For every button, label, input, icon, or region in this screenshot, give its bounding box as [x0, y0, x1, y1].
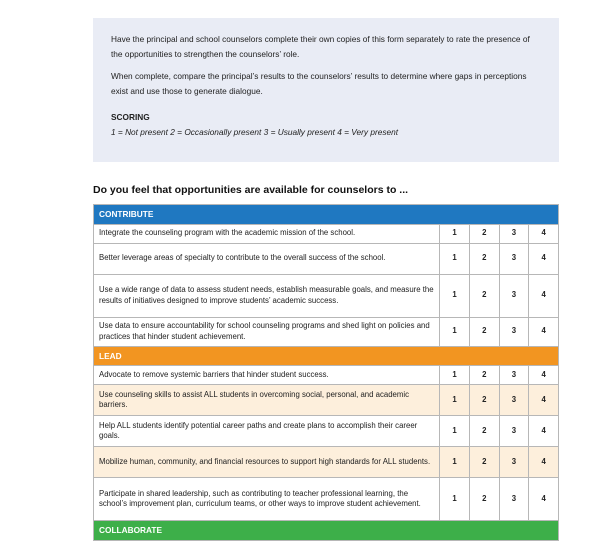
rating-option-3[interactable]: 3 — [499, 385, 529, 416]
table-row — [94, 366, 559, 385]
rating-option-3[interactable]: 3 — [499, 416, 529, 447]
rating-option-1[interactable]: 1 — [440, 385, 470, 416]
table-row — [94, 317, 559, 346]
table-row — [94, 385, 559, 416]
table-row — [94, 447, 559, 478]
section-title: COLLABORATE — [94, 521, 559, 541]
survey-question: Do you feel that opportunities are available for counselors to ... — [93, 184, 409, 196]
section-title: LEAD — [94, 346, 559, 366]
rating-option-3[interactable]: 3 — [499, 274, 529, 317]
table-row — [94, 416, 559, 447]
rating-option-1[interactable]: 1 — [440, 274, 470, 317]
rating-option-2[interactable]: 2 — [469, 385, 499, 416]
rating-option-4[interactable]: 4 — [529, 478, 559, 521]
rating-option-2[interactable]: 2 — [469, 366, 499, 385]
item-description: Use a wide range of data to assess student needs, establish measurable goals, and measure the results of initiatives designed to improve students’ academic success. — [94, 274, 440, 317]
rating-option-3[interactable]: 3 — [499, 243, 529, 274]
rating-option-4[interactable]: 4 — [529, 317, 559, 346]
item-description: Use data to ensure accountability for school counseling programs and shed light on policies and practices that hinder student achievement. — [94, 317, 440, 346]
scoring-title: SCORING — [111, 112, 150, 122]
table-row — [94, 224, 559, 243]
rating-option-3[interactable]: 3 — [499, 478, 529, 521]
rating-option-3[interactable]: 3 — [499, 447, 529, 478]
rating-option-1[interactable]: 1 — [440, 447, 470, 478]
item-description: Mobilize human, community, and financial resources to support high standards for ALL students. — [94, 447, 440, 478]
rating-option-2[interactable]: 2 — [469, 224, 499, 243]
rating-table — [93, 204, 559, 541]
instructions-paragraph-1: Have the principal and school counselors complete their own copies of this form separately to rate the presence of the opportunities to strengthen the counselors’ role. — [111, 34, 530, 59]
rating-option-2[interactable]: 2 — [469, 317, 499, 346]
rating-option-4[interactable]: 4 — [529, 224, 559, 243]
section-title: CONTRIBUTE — [94, 205, 559, 225]
item-description: Help ALL students identify potential career paths and create plans to accomplish their career goals. — [94, 416, 440, 447]
rating-option-1[interactable]: 1 — [440, 366, 470, 385]
table-row — [94, 243, 559, 274]
table-row — [94, 274, 559, 317]
item-description: Better leverage areas of specialty to contribute to the overall success of the school. — [94, 243, 440, 274]
rating-option-4[interactable]: 4 — [529, 385, 559, 416]
rating-option-4[interactable]: 4 — [529, 366, 559, 385]
section-header-collaborate — [94, 521, 559, 541]
item-description: Advocate to remove systemic barriers that hinder student success. — [94, 366, 440, 385]
rating-option-3[interactable]: 3 — [499, 224, 529, 243]
rating-option-2[interactable]: 2 — [469, 478, 499, 521]
rating-option-2[interactable]: 2 — [469, 274, 499, 317]
rating-option-1[interactable]: 1 — [440, 317, 470, 346]
rating-option-1[interactable]: 1 — [440, 243, 470, 274]
section-header-lead — [94, 346, 559, 366]
table-row — [94, 478, 559, 521]
rating-option-1[interactable]: 1 — [440, 416, 470, 447]
rating-option-4[interactable]: 4 — [529, 274, 559, 317]
rating-option-1[interactable]: 1 — [440, 478, 470, 521]
rating-option-4[interactable]: 4 — [529, 447, 559, 478]
rating-option-4[interactable]: 4 — [529, 243, 559, 274]
rating-option-3[interactable]: 3 — [499, 317, 529, 346]
rating-option-3[interactable]: 3 — [499, 366, 529, 385]
rating-option-2[interactable]: 2 — [469, 447, 499, 478]
instructions-box — [93, 18, 559, 162]
item-description: Use counseling skills to assist ALL students in overcoming social, personal, and academic barriers. — [94, 385, 440, 416]
rating-option-2[interactable]: 2 — [469, 243, 499, 274]
item-description: Participate in shared leadership, such as contributing to teacher professional learning, the school’s improvement plan, curriculum teams, or other ways to improve student achievement. — [94, 478, 440, 521]
rating-option-1[interactable]: 1 — [440, 224, 470, 243]
item-description: Integrate the counseling program with the academic mission of the school. — [94, 224, 440, 243]
scoring-scale: 1 = Not present 2 = Occasionally present 3 = Usually present 4 = Very present — [111, 126, 399, 137]
section-header-contribute — [94, 205, 559, 225]
rating-option-4[interactable]: 4 — [529, 416, 559, 447]
instructions-paragraph-2: When complete, compare the principal’s results to the counselors’ results to determine where gaps in perceptions exist and use those to generate dialogue. — [111, 71, 527, 96]
rating-option-2[interactable]: 2 — [469, 416, 499, 447]
